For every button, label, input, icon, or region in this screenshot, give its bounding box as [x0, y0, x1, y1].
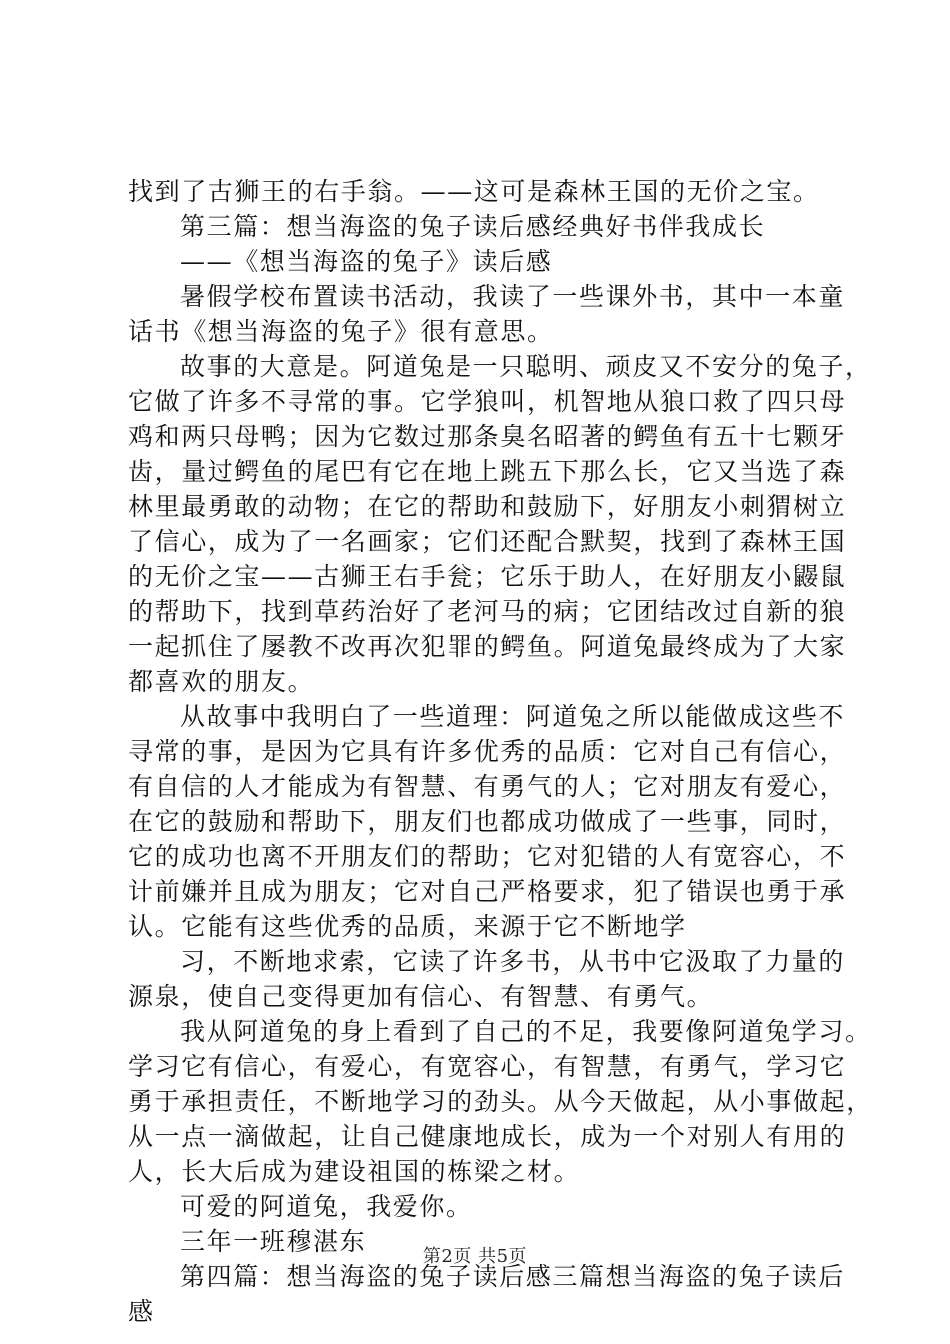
text-line: 学习它有信心，有爱心，有宽容心，有智慧，有勇气，学习它 [128, 1052, 847, 1081]
text-line: 人，长大后成为建设祖国的栋梁之材。 [128, 1157, 581, 1186]
text-line: 我从阿道兔的身上看到了自己的不足，我要像阿道兔学习。 [180, 1017, 872, 1046]
text-line: 在它的鼓励和帮助下，朋友们也都成功做成了一些事，同时， [128, 807, 847, 836]
text-line: 了信心，成为了一名画家；它们还配合默契，找到了森林王国 [128, 527, 847, 556]
text-line: 它做了许多不寻常的事。它学狼叫，机智地从狼口救了四只母 [128, 387, 847, 416]
text-line: 鸡和两只母鸭；因为它数过那条臭名昭著的鳄鱼有五十七颗牙 [128, 422, 847, 451]
text-line: 它的成功也离不开朋友们的帮助；它对犯错的人有宽容心，不 [128, 842, 847, 871]
author-signature: 三年一班穆湛东 [180, 1227, 367, 1256]
text-line: 的无价之宝——古狮王右手瓮；它乐于助人，在好朋友小鼹鼠 [128, 562, 847, 591]
text-line: 认。它能有这些优秀的品质，来源于它不断地学 [128, 912, 687, 941]
text-line: 齿，量过鳄鱼的尾巴有它在地上跳五下那么长，它又当选了森 [128, 457, 847, 486]
text-line: 都喜欢的朋友。 [128, 667, 315, 696]
section-subtitle-3: ——《想当海盗的兔子》读后感 [180, 247, 553, 276]
text-line: 可爱的阿道兔，我爱你。 [180, 1192, 473, 1221]
text-line: 的帮助下，找到草药治好了老河马的病；它团结改过自新的狼 [128, 597, 847, 626]
text-line: 勇于承担责任，不断地学习的劲头。从今天做起，从小事做起， [128, 1087, 873, 1116]
document-body [128, 174, 873, 1329]
text-line: 从故事中我明白了一些道理：阿道兔之所以能做成这些不 [180, 702, 846, 731]
text-line: 一起抓住了屡教不改再次犯罪的鳄鱼。阿道兔最终成为了大家 [128, 632, 847, 661]
text-line: 源泉，使自己变得更加有信心、有智慧、有勇气。 [128, 982, 714, 1011]
text-line: 暑假学校布置读书活动，我读了一些课外书，其中一本童 [180, 282, 846, 311]
section-heading-4: 第四篇：想当海盗的兔子读后感三篇想当海盗的兔子读后 [180, 1262, 846, 1291]
text-line: 计前嫌并且成为朋友；它对自己严格要求，犯了错误也勇于承 [128, 877, 847, 906]
text-line: 有自信的人才能成为有智慧、有勇气的人；它对朋友有爱心， [128, 772, 847, 801]
text-line: 寻常的事，是因为它具有许多优秀的品质：它对自己有信心， [128, 737, 847, 766]
text-line: 林里最勇敢的动物；在它的帮助和鼓励下，好朋友小刺猬树立 [128, 492, 847, 521]
text-line: 从一点一滴做起，让自己健康地成长，成为一个对别人有用的 [128, 1122, 847, 1151]
page-number-footer: 第2页 共5页 [422, 1246, 528, 1267]
text-line: 习，不断地求索，它读了许多书，从书中它汲取了力量的 [180, 947, 846, 976]
text-line: 故事的大意是。阿道兔是一只聪明、顽皮又不安分的兔子， [180, 352, 872, 381]
text-line: 话书《想当海盗的兔子》很有意思。 [128, 317, 554, 346]
text-line: 感 [128, 1297, 155, 1326]
section-heading-3: 第三篇：想当海盗的兔子读后感经典好书伴我成长 [180, 212, 766, 241]
text-line: 找到了古狮王的右手翁。——这可是森林王国的无价之宝。 [128, 177, 820, 206]
